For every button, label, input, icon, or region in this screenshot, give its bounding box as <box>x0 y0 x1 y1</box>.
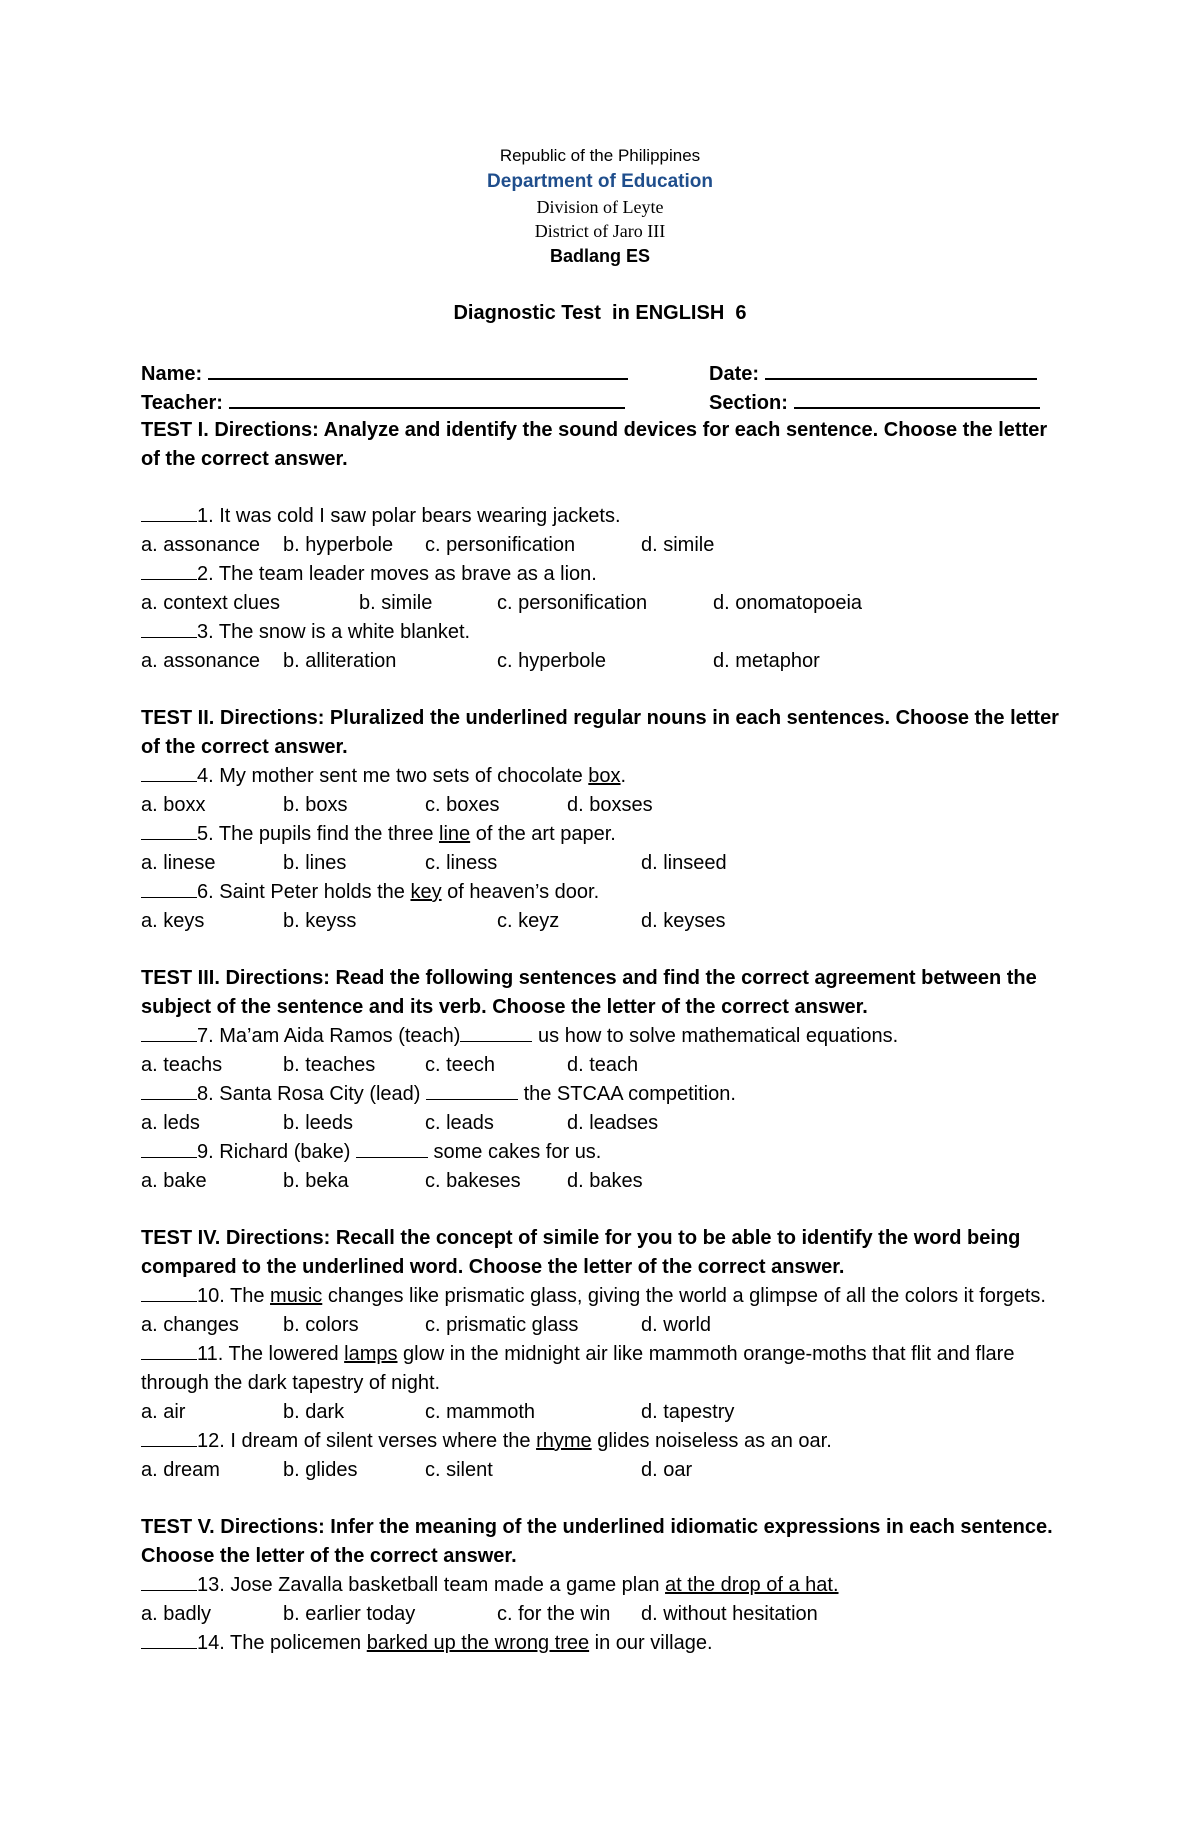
question-text: Saint Peter holds the <box>219 881 411 903</box>
answer-option[interactable]: a. assonance <box>141 650 260 672</box>
question-text: My mother sent me two sets of chocolate <box>219 765 589 787</box>
answer-blank[interactable] <box>141 763 197 782</box>
options-row <box>141 791 1061 820</box>
answer-option[interactable]: c. teech <box>425 1054 496 1076</box>
answer-option[interactable]: d. teach <box>567 1054 639 1076</box>
answer-option[interactable]: a. dream <box>141 1459 220 1481</box>
answer-option[interactable]: b. glides <box>283 1459 358 1481</box>
answer-blank[interactable] <box>141 1572 197 1591</box>
answer-blank[interactable] <box>141 1341 197 1360</box>
options-row <box>141 1167 1061 1196</box>
answer-option[interactable]: c. hyperbole <box>497 650 606 672</box>
question-number: 6. <box>197 881 220 903</box>
answer-blank[interactable] <box>141 1428 197 1447</box>
answer-blank[interactable] <box>141 619 197 638</box>
question-text: The team leader moves as brave as a lion. <box>218 563 597 585</box>
school-line: Badlang ES <box>549 246 651 266</box>
question-text-end: of the art paper. <box>470 823 616 845</box>
options-row <box>141 1311 1061 1340</box>
question-number: 1. <box>197 505 220 527</box>
question-text: Richard (bake) <box>219 1141 356 1163</box>
answer-option[interactable]: c. prismatic glass <box>425 1314 579 1336</box>
answer-option[interactable]: a. teachs <box>141 1054 223 1076</box>
underlined-word: box <box>588 765 621 787</box>
answer-option[interactable]: b. leeds <box>283 1112 354 1134</box>
question-item <box>141 560 1061 589</box>
section-field[interactable] <box>794 387 1040 409</box>
underlined-word: music <box>270 1285 323 1307</box>
question-item <box>141 1282 1061 1311</box>
answer-option[interactable]: a. changes <box>141 1314 239 1336</box>
answer-option[interactable]: b. earlier today <box>283 1603 416 1625</box>
answer-blank[interactable] <box>141 1630 197 1649</box>
name-date-row <box>141 358 1061 387</box>
answer-option[interactable]: d. onomatopoeia <box>713 592 863 614</box>
question-item <box>141 878 1061 907</box>
question-text-end: glides noiseless as an oar. <box>591 1430 832 1452</box>
question-item <box>141 618 1061 647</box>
question-item <box>141 1138 1061 1167</box>
section-label: Section: <box>709 392 788 414</box>
question-text-end: . <box>620 765 627 787</box>
answer-option[interactable]: b. teaches <box>283 1054 376 1076</box>
answer-option[interactable]: c. boxes <box>425 794 500 816</box>
question-number: 8. <box>197 1083 220 1105</box>
options-row <box>141 589 1061 618</box>
underlined-word: barked up the wrong tree <box>366 1632 590 1654</box>
answer-option[interactable]: c. keyz <box>497 910 560 932</box>
question-number: 9. <box>197 1141 220 1163</box>
question-text-end: glow in the midnight air like mammoth orange-moths that flit and flare through the dark tapestry of night. <box>141 1343 1015 1394</box>
underlined-word: rhyme <box>536 1430 592 1452</box>
answer-option[interactable]: c. leads <box>425 1112 494 1134</box>
date-label: Date: <box>709 363 760 385</box>
question-item <box>141 1571 1061 1600</box>
answer-option[interactable]: d. leadses <box>567 1112 659 1134</box>
answer-option[interactable]: d. boxses <box>567 794 653 816</box>
underlined-word: line <box>439 823 471 845</box>
options-row <box>141 1600 1061 1629</box>
teacher-label: Teacher: <box>141 392 223 414</box>
answer-option[interactable]: c. bakeses <box>425 1170 521 1192</box>
question-number: 3. <box>197 621 219 643</box>
options-row <box>141 647 1061 676</box>
question-text-end: of heaven’s door. <box>441 881 600 903</box>
question-text: Jose Zavalla basketball team made a game plan <box>230 1574 666 1596</box>
answer-option[interactable]: b. alliteration <box>283 650 397 672</box>
question-text-end: the STCAA competition. <box>518 1083 736 1105</box>
division-line: Division of Leyte <box>536 197 664 217</box>
answer-option[interactable]: d. linseed <box>641 852 727 874</box>
answer-option[interactable]: d. keyses <box>641 910 726 932</box>
letterhead <box>0 143 1200 269</box>
answer-blank[interactable] <box>141 1081 197 1100</box>
answer-blank[interactable] <box>141 1139 197 1158</box>
department-line: Department of Education <box>487 171 713 192</box>
test-body <box>141 358 1061 1658</box>
test5-directions: TEST V. Directions: Infer the meaning of the underlined idiomatic expressions in each sentence. Choose the letter of the correct answer. <box>141 1516 1053 1567</box>
answer-blank[interactable] <box>141 503 197 522</box>
test1-directions: TEST I. Directions: Analyze and identify the sound devices for each sentence. Choose the letter of the correct answer. <box>141 419 1048 470</box>
answer-option[interactable]: d. oar <box>641 1459 693 1481</box>
question-number: 14. <box>197 1632 230 1654</box>
answer-option[interactable]: a. air <box>141 1401 186 1423</box>
question-text: The <box>230 1285 271 1307</box>
question-number: 13. <box>197 1574 231 1596</box>
answer-option[interactable]: d. simile <box>641 534 715 556</box>
options-row <box>141 1051 1061 1080</box>
answer-option[interactable]: b. hyperbole <box>283 534 394 556</box>
question-item <box>141 762 1061 791</box>
question-text: The policemen <box>230 1632 367 1654</box>
options-row <box>141 1109 1061 1138</box>
answer-option[interactable]: d. without hesitation <box>641 1603 818 1625</box>
answer-option[interactable]: c. for the win <box>497 1603 611 1625</box>
answer-option[interactable]: b. boxs <box>283 794 348 816</box>
answer-option[interactable]: a. boxx <box>141 794 206 816</box>
question-number: 12. <box>197 1430 231 1452</box>
answer-option[interactable]: c. silent <box>425 1459 493 1481</box>
answer-option[interactable]: a. linese <box>141 852 216 874</box>
question-number: 2. <box>197 563 219 585</box>
answer-option[interactable]: a. keys <box>141 910 205 932</box>
question-number: 11. <box>197 1343 229 1365</box>
question-item <box>141 502 1061 531</box>
answer-option[interactable]: b. dark <box>283 1401 345 1423</box>
answer-option[interactable]: d. tapestry <box>641 1401 735 1423</box>
answer-blank[interactable] <box>141 821 197 840</box>
answer-blank[interactable] <box>141 1283 197 1302</box>
answer-option[interactable]: c. liness <box>425 852 498 874</box>
verb-blank[interactable] <box>426 1081 518 1100</box>
verb-blank[interactable] <box>460 1023 532 1042</box>
answer-option[interactable]: b. simile <box>359 592 433 614</box>
question-text: Ma’am Aida Ramos (teach) <box>219 1025 461 1047</box>
question-text: The snow is a white blanket. <box>218 621 471 643</box>
answer-option[interactable]: b. beka <box>283 1170 349 1192</box>
question-text-end: us how to solve mathematical equations. <box>532 1025 899 1047</box>
question-text: The lowered <box>228 1343 345 1365</box>
question-item <box>141 1022 1061 1051</box>
options-row <box>141 849 1061 878</box>
name-field[interactable] <box>208 358 628 380</box>
question-text: It was cold I saw polar bears wearing jackets. <box>219 505 621 527</box>
underlined-word: lamps <box>344 1343 398 1365</box>
question-text-end: changes like prismatic glass, giving the world a glimpse of all the colors it forgets. <box>322 1285 1046 1307</box>
answer-option[interactable]: a. badly <box>141 1603 212 1625</box>
question-number: 4. <box>197 765 220 787</box>
answer-option[interactable]: d. bakes <box>567 1170 643 1192</box>
options-row <box>141 1456 1061 1485</box>
date-field[interactable] <box>765 358 1037 380</box>
teacher-field[interactable] <box>229 387 625 409</box>
test3-directions: TEST III. Directions: Read the following sentences and find the correct agreement between the subject of the sentence and its verb. Choose the letter of the correct answer. <box>141 967 1037 1018</box>
answer-blank[interactable] <box>141 879 197 898</box>
options-row <box>141 1398 1061 1427</box>
question-item <box>141 1629 1061 1658</box>
question-text-end: in our village. <box>589 1632 713 1654</box>
answer-option[interactable]: c. personification <box>497 592 648 614</box>
underlined-word: at the drop of a hat. <box>665 1574 839 1596</box>
test-title: Diagnostic Test in ENGLISH 6 <box>453 302 747 324</box>
answer-blank[interactable] <box>141 1023 197 1042</box>
question-number: 5. <box>197 823 219 845</box>
name-label: Name: <box>141 363 203 385</box>
question-item <box>141 1427 1061 1456</box>
answer-option[interactable]: b. lines <box>283 852 347 874</box>
answer-option[interactable]: b. keyss <box>283 910 357 932</box>
test4-directions: TEST IV. Directions: Recall the concept of simile for you to be able to identify the word being compared to the underlined word. Choose the letter of the correct answer. <box>141 1227 1021 1278</box>
question-item <box>141 1340 1061 1398</box>
republic-line: Republic of the Philippines <box>499 146 701 165</box>
test2-directions: TEST II. Directions: Pluralized the underlined regular nouns in each sentences. Choose the letter of the correct answer. <box>141 707 1059 758</box>
question-text: Santa Rosa City (lead) <box>219 1083 427 1105</box>
question-text: The pupils find the three <box>218 823 440 845</box>
question-number: 7. <box>197 1025 220 1047</box>
question-text: I dream of silent verses where the <box>230 1430 537 1452</box>
answer-blank[interactable] <box>141 561 197 580</box>
answer-option[interactable]: c. mammoth <box>425 1401 536 1423</box>
answer-option[interactable]: d. world <box>641 1314 712 1336</box>
question-item <box>141 820 1061 849</box>
answer-option[interactable]: d. metaphor <box>713 650 820 672</box>
teacher-section-row <box>141 387 1061 416</box>
district-line: District of Jaro III <box>534 221 666 241</box>
verb-blank[interactable] <box>356 1139 428 1158</box>
question-item <box>141 1080 1061 1109</box>
answer-option[interactable]: c. personification <box>425 534 576 556</box>
answer-option[interactable]: a. bake <box>141 1170 207 1192</box>
answer-option[interactable]: a. context clues <box>141 592 280 614</box>
underlined-word: key <box>410 881 442 903</box>
options-row <box>141 531 1061 560</box>
question-number: 10. <box>197 1285 230 1307</box>
answer-option[interactable]: a. assonance <box>141 534 260 556</box>
answer-option[interactable]: b. colors <box>283 1314 359 1336</box>
question-text-end: some cakes for us. <box>427 1141 602 1163</box>
options-row <box>141 907 1061 936</box>
answer-option[interactable]: a. leds <box>141 1112 200 1134</box>
